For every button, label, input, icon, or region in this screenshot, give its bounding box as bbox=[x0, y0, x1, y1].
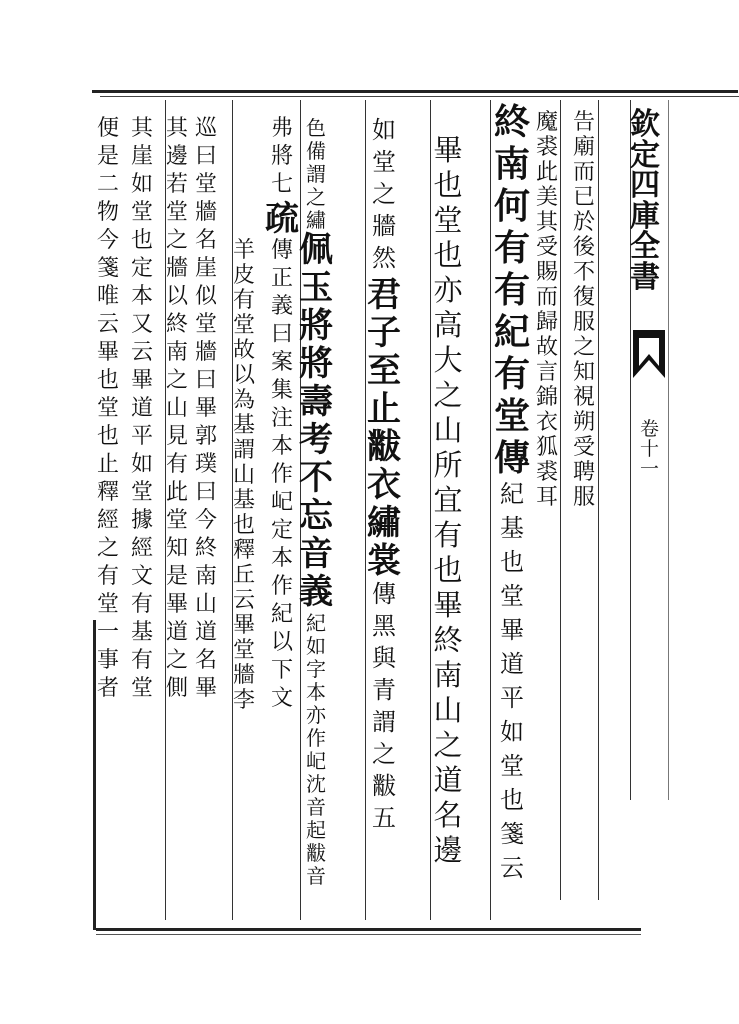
text-char: 其 bbox=[130, 116, 153, 141]
text-char: 便 bbox=[96, 116, 119, 141]
text-char: 釋 bbox=[96, 480, 119, 505]
text-char: 後 bbox=[572, 235, 595, 260]
text-char: 釋 bbox=[232, 538, 255, 563]
commentary-char: 與 bbox=[372, 644, 396, 672]
commentary-char: 也 bbox=[500, 786, 524, 814]
text-char: 崖 bbox=[130, 144, 153, 169]
text-char: 堂 bbox=[96, 396, 119, 421]
text-char: 亦 bbox=[433, 273, 463, 307]
verse-char: 繡 bbox=[367, 503, 401, 543]
text-char: 不 bbox=[572, 260, 595, 285]
verse-char: 裳 bbox=[367, 541, 401, 581]
text-char: 畢 bbox=[194, 676, 217, 701]
text-char: 之 bbox=[96, 536, 119, 561]
text-char: 堂 bbox=[130, 676, 153, 701]
text-char: 道 bbox=[433, 763, 463, 797]
verse-char: 堂 bbox=[493, 395, 530, 437]
text-column bbox=[428, 133, 468, 871]
commentary-char: 云 bbox=[500, 854, 524, 882]
commentary-char: 注 bbox=[270, 406, 293, 431]
text-char: 如 bbox=[130, 452, 153, 477]
text-char: 以 bbox=[232, 363, 255, 388]
text-char: 山 bbox=[433, 413, 463, 447]
commentary-char: 傳 bbox=[270, 238, 293, 263]
text-char: 又 bbox=[130, 312, 153, 337]
verse-char: 音 bbox=[299, 534, 333, 574]
text-char: 一 bbox=[96, 620, 119, 645]
text-char: 故 bbox=[535, 335, 558, 360]
margin-volume-number bbox=[640, 420, 659, 480]
text-char: 之 bbox=[572, 335, 595, 360]
verse-char: 佩 bbox=[299, 230, 333, 270]
text-char: 衣 bbox=[535, 410, 558, 435]
verse-char: 有 bbox=[493, 227, 530, 269]
verse-char: 至 bbox=[367, 351, 401, 391]
text-char: 若 bbox=[165, 172, 188, 197]
text-char: 畢 bbox=[433, 588, 463, 622]
text-char: 已 bbox=[572, 185, 595, 210]
commentary-char: 之 bbox=[372, 740, 396, 768]
text-char: 歸 bbox=[535, 310, 558, 335]
commentary-char: 紀 bbox=[500, 480, 524, 508]
margin-title-char: 欽 bbox=[630, 107, 660, 142]
verse-char: 傳 bbox=[493, 437, 530, 479]
commentary-char: 集 bbox=[270, 378, 293, 403]
text-char: 受 bbox=[572, 435, 595, 460]
verse-char: 疏 bbox=[265, 199, 299, 239]
text-char: 唯 bbox=[96, 284, 119, 309]
text-char: 璞 bbox=[194, 452, 217, 477]
commentary-char: 作 bbox=[270, 462, 293, 487]
text-char: 知 bbox=[572, 360, 595, 385]
commentary-char: 之 bbox=[306, 185, 326, 209]
text-char: 此 bbox=[165, 480, 188, 505]
text-char: 也 bbox=[433, 553, 463, 587]
text-char: 山 bbox=[194, 592, 217, 617]
verse-char: 有 bbox=[493, 353, 530, 395]
text-char: 山 bbox=[232, 463, 255, 488]
text-char: 裘 bbox=[535, 460, 558, 485]
commentary-char: 案 bbox=[270, 350, 293, 375]
commentary-char: 弗 bbox=[270, 116, 293, 141]
text-column bbox=[527, 112, 567, 512]
text-char: 道 bbox=[194, 620, 217, 645]
text-char: 山 bbox=[165, 396, 188, 421]
text-char: 宜 bbox=[433, 483, 463, 517]
commentary-char: 屺 bbox=[270, 490, 293, 515]
text-char: 如 bbox=[130, 172, 153, 197]
text-char: 者 bbox=[96, 676, 119, 701]
fish-tail-mark-icon bbox=[633, 330, 665, 378]
commentary-char: 本 bbox=[306, 680, 326, 704]
commentary-char: 傳 bbox=[372, 580, 396, 608]
margin-volume-char: 十 bbox=[640, 437, 660, 460]
text-char: 堂 bbox=[433, 203, 463, 237]
commentary-char: 將 bbox=[270, 144, 293, 169]
commentary-char: 紀 bbox=[270, 602, 293, 627]
text-char: 終 bbox=[165, 312, 188, 337]
verse-char: 衣 bbox=[367, 465, 401, 505]
verse-char: 將 bbox=[299, 344, 333, 384]
text-char: 也 bbox=[433, 238, 463, 272]
text-char: 南 bbox=[194, 564, 217, 589]
commentary-char: 作 bbox=[306, 726, 326, 750]
margin-rule-right bbox=[668, 100, 669, 800]
text-char: 畢 bbox=[433, 133, 463, 167]
commentary-char: 曰 bbox=[270, 322, 293, 347]
text-char: 受 bbox=[535, 235, 558, 260]
margin-title-char: 書 bbox=[630, 259, 660, 295]
commentary-char: 基 bbox=[500, 514, 524, 542]
verse-char: 君 bbox=[367, 275, 401, 315]
text-char: 名 bbox=[194, 648, 217, 673]
verse-char: 將 bbox=[299, 306, 333, 346]
commentary-char: 牆 bbox=[372, 212, 396, 240]
text-char: 故 bbox=[232, 338, 255, 363]
commentary-char: 堂 bbox=[500, 582, 524, 610]
margin-title-char: 庫 bbox=[630, 198, 660, 234]
margin-volume-char: 卷 bbox=[640, 418, 660, 440]
text-char: 堂 bbox=[232, 313, 255, 338]
text-char: 物 bbox=[96, 200, 119, 225]
text-char: 邊 bbox=[433, 833, 463, 867]
verse-char: 終 bbox=[493, 101, 530, 143]
text-char: 似 bbox=[194, 284, 217, 309]
text-char: 道 bbox=[165, 620, 188, 645]
text-char: 以 bbox=[165, 284, 188, 309]
commentary-char: 下 bbox=[270, 658, 293, 683]
text-char: 畢 bbox=[130, 368, 153, 393]
text-char: 道 bbox=[130, 396, 153, 421]
text-char: 平 bbox=[130, 424, 153, 449]
verse-char: 何 bbox=[493, 185, 530, 227]
commentary-char: 堂 bbox=[372, 148, 396, 176]
text-char: 也 bbox=[433, 168, 463, 202]
text-char: 聘 bbox=[572, 460, 595, 485]
commentary-char: 繡 bbox=[306, 208, 326, 232]
verse-char: 子 bbox=[367, 313, 401, 353]
verse-char: 考 bbox=[299, 420, 333, 460]
text-char: 今 bbox=[194, 508, 217, 533]
text-char: 其 bbox=[165, 116, 188, 141]
text-char: 有 bbox=[232, 288, 255, 313]
text-char: 堂 bbox=[165, 508, 188, 533]
commentary-char: 本 bbox=[270, 546, 293, 571]
text-char: 基 bbox=[130, 620, 153, 645]
verse-char: 黻 bbox=[367, 427, 401, 467]
text-char: 而 bbox=[535, 285, 558, 310]
text-char: 今 bbox=[96, 228, 119, 253]
commentary-char: 亦 bbox=[306, 703, 326, 727]
text-column bbox=[564, 112, 604, 512]
text-char: 錦 bbox=[535, 385, 558, 410]
text-char: 而 bbox=[572, 160, 595, 185]
verse-char: 南 bbox=[493, 143, 530, 185]
text-char: 基 bbox=[232, 413, 255, 438]
commentary-char: 起 bbox=[306, 818, 326, 842]
text-column bbox=[88, 118, 128, 706]
text-char: 狐 bbox=[535, 435, 558, 460]
text-char: 曰 bbox=[194, 480, 217, 505]
text-char: 賜 bbox=[535, 260, 558, 285]
commentary-char: 青 bbox=[372, 676, 396, 704]
text-char: 側 bbox=[165, 676, 188, 701]
commentary-char: 文 bbox=[270, 686, 293, 711]
text-char: 事 bbox=[96, 648, 119, 673]
text-char: 朔 bbox=[572, 410, 595, 435]
text-char: 美 bbox=[535, 185, 558, 210]
text-char: 視 bbox=[572, 385, 595, 410]
text-char: 堂 bbox=[194, 312, 217, 337]
commentary-char: 沈 bbox=[306, 772, 326, 796]
text-char: 邊 bbox=[165, 144, 188, 169]
text-char: 是 bbox=[165, 564, 188, 589]
commentary-char: 箋 bbox=[500, 820, 524, 848]
commentary-char: 如 bbox=[500, 718, 524, 746]
text-char: 復 bbox=[572, 285, 595, 310]
text-char: 也 bbox=[232, 513, 255, 538]
text-char: 基 bbox=[232, 488, 255, 513]
commentary-char: 七 bbox=[270, 172, 293, 197]
commentary-char: 平 bbox=[500, 684, 524, 712]
text-char: 云 bbox=[130, 340, 153, 365]
verse-char: 壽 bbox=[299, 382, 333, 422]
text-char: 有 bbox=[165, 452, 188, 477]
text-column bbox=[262, 118, 302, 716]
text-char: 堂 bbox=[232, 638, 255, 663]
commentary-char: 如 bbox=[306, 634, 326, 658]
text-char: 之 bbox=[165, 228, 188, 253]
verse-char: 義 bbox=[299, 572, 333, 612]
commentary-char: 備 bbox=[306, 139, 326, 163]
verse-char: 止 bbox=[367, 389, 401, 429]
margin-title-char: 定 bbox=[630, 137, 660, 173]
verse-char: 紀 bbox=[493, 311, 530, 353]
text-char: 其 bbox=[535, 210, 558, 235]
commentary-char: 正 bbox=[270, 266, 293, 291]
text-char: 有 bbox=[130, 592, 153, 617]
verse-char: 有 bbox=[493, 269, 530, 311]
text-char: 定 bbox=[130, 256, 153, 281]
text-char: 所 bbox=[433, 448, 463, 482]
text-char: 高 bbox=[433, 308, 463, 342]
text-char: 山 bbox=[433, 693, 463, 727]
commentary-char: 黻 bbox=[306, 841, 326, 865]
text-char: 裘 bbox=[535, 135, 558, 160]
text-char: 經 bbox=[130, 536, 153, 561]
commentary-char: 音 bbox=[306, 795, 326, 819]
text-char: 曰 bbox=[194, 368, 217, 393]
text-char: 名 bbox=[433, 798, 463, 832]
text-char: 堂 bbox=[130, 200, 153, 225]
text-char: 也 bbox=[96, 424, 119, 449]
text-char: 此 bbox=[535, 160, 558, 185]
commentary-char: 道 bbox=[500, 650, 524, 678]
commentary-char: 堂 bbox=[500, 752, 524, 780]
text-char: 終 bbox=[433, 623, 463, 657]
commentary-char: 屺 bbox=[306, 749, 326, 773]
text-char: 畢 bbox=[194, 396, 217, 421]
text-char: 二 bbox=[96, 172, 119, 197]
verse-char: 不 bbox=[299, 458, 333, 498]
bottom-border-inner bbox=[96, 934, 641, 935]
commentary-char: 音 bbox=[306, 864, 326, 888]
text-char: 牆 bbox=[232, 663, 255, 688]
commentary-char: 紀 bbox=[306, 611, 326, 635]
commentary-char: 色 bbox=[306, 116, 326, 140]
text-column bbox=[296, 118, 336, 889]
text-char: 畢 bbox=[96, 340, 119, 365]
text-char: 於 bbox=[572, 210, 595, 235]
text-char: 服 bbox=[572, 310, 595, 335]
text-char: 也 bbox=[130, 228, 153, 253]
text-char: 郭 bbox=[194, 424, 217, 449]
text-char: 有 bbox=[433, 518, 463, 552]
commentary-char: 謂 bbox=[306, 162, 326, 186]
text-char: 巡 bbox=[194, 116, 217, 141]
margin-book-title bbox=[630, 107, 660, 295]
text-char: 大 bbox=[433, 343, 463, 377]
text-char: 李 bbox=[232, 688, 255, 713]
text-char: 有 bbox=[96, 564, 119, 589]
text-char: 牆 bbox=[194, 340, 217, 365]
text-char: 魔 bbox=[535, 110, 558, 135]
text-column bbox=[492, 101, 532, 890]
text-char: 經 bbox=[96, 508, 119, 533]
text-char: 堂 bbox=[96, 592, 119, 617]
text-char: 之 bbox=[433, 378, 463, 412]
text-char: 畢 bbox=[165, 592, 188, 617]
commentary-char: 定 bbox=[270, 518, 293, 543]
text-char: 牆 bbox=[165, 256, 188, 281]
text-char: 畢 bbox=[232, 613, 255, 638]
bottom-border bbox=[96, 928, 641, 931]
text-char: 有 bbox=[130, 648, 153, 673]
text-char: 堂 bbox=[130, 480, 153, 505]
text-char: 是 bbox=[96, 144, 119, 169]
text-char: 牆 bbox=[194, 200, 217, 225]
text-char: 據 bbox=[130, 508, 153, 533]
top-border-inner bbox=[100, 96, 739, 97]
text-char: 堂 bbox=[165, 200, 188, 225]
text-char: 謂 bbox=[232, 438, 255, 463]
text-char: 云 bbox=[96, 312, 119, 337]
commentary-char: 字 bbox=[306, 657, 326, 681]
text-char: 南 bbox=[433, 658, 463, 692]
text-column bbox=[224, 240, 264, 715]
commentary-char: 然 bbox=[372, 244, 396, 272]
text-char: 羊 bbox=[232, 238, 255, 263]
commentary-char: 畢 bbox=[500, 616, 524, 644]
text-char: 之 bbox=[433, 728, 463, 762]
verse-char: 忘 bbox=[299, 496, 333, 536]
text-char: 南 bbox=[165, 340, 188, 365]
commentary-char: 之 bbox=[372, 180, 396, 208]
text-char: 告 bbox=[572, 110, 595, 135]
column-rule bbox=[490, 100, 491, 920]
commentary-char: 謂 bbox=[372, 708, 396, 736]
commentary-char: 作 bbox=[270, 574, 293, 599]
text-char: 終 bbox=[194, 536, 217, 561]
text-char: 止 bbox=[96, 452, 119, 477]
text-char: 本 bbox=[130, 284, 153, 309]
commentary-char: 以 bbox=[270, 630, 293, 655]
commentary-char: 義 bbox=[270, 294, 293, 319]
commentary-char: 本 bbox=[270, 434, 293, 459]
text-char: 箋 bbox=[96, 256, 119, 281]
text-char: 耳 bbox=[535, 485, 558, 510]
text-char: 言 bbox=[535, 360, 558, 385]
text-column bbox=[122, 118, 162, 706]
text-column bbox=[364, 118, 404, 838]
text-char: 廟 bbox=[572, 135, 595, 160]
margin-volume-char: 一 bbox=[640, 457, 660, 480]
top-border bbox=[92, 90, 738, 93]
text-char: 之 bbox=[165, 368, 188, 393]
text-column bbox=[157, 118, 197, 706]
text-char: 為 bbox=[232, 388, 255, 413]
margin-title-char: 全 bbox=[630, 229, 660, 265]
commentary-char: 黑 bbox=[372, 612, 396, 640]
text-char: 名 bbox=[194, 228, 217, 253]
text-char: 崖 bbox=[194, 256, 217, 281]
text-char: 丘 bbox=[232, 563, 255, 588]
margin-title-char: 四 bbox=[630, 168, 660, 204]
text-char: 之 bbox=[165, 648, 188, 673]
verse-char: 玉 bbox=[299, 268, 333, 308]
text-char: 皮 bbox=[232, 263, 255, 288]
commentary-char: 如 bbox=[372, 116, 396, 144]
text-char: 云 bbox=[232, 588, 255, 613]
text-char: 服 bbox=[572, 485, 595, 510]
text-char: 也 bbox=[96, 368, 119, 393]
text-char: 知 bbox=[165, 536, 188, 561]
text-char: 曰 bbox=[194, 144, 217, 169]
text-char: 堂 bbox=[194, 172, 217, 197]
text-char: 文 bbox=[130, 564, 153, 589]
text-char: 見 bbox=[165, 424, 188, 449]
commentary-char: 黻 bbox=[372, 772, 396, 800]
commentary-char: 也 bbox=[500, 548, 524, 576]
commentary-char: 五 bbox=[372, 804, 396, 832]
